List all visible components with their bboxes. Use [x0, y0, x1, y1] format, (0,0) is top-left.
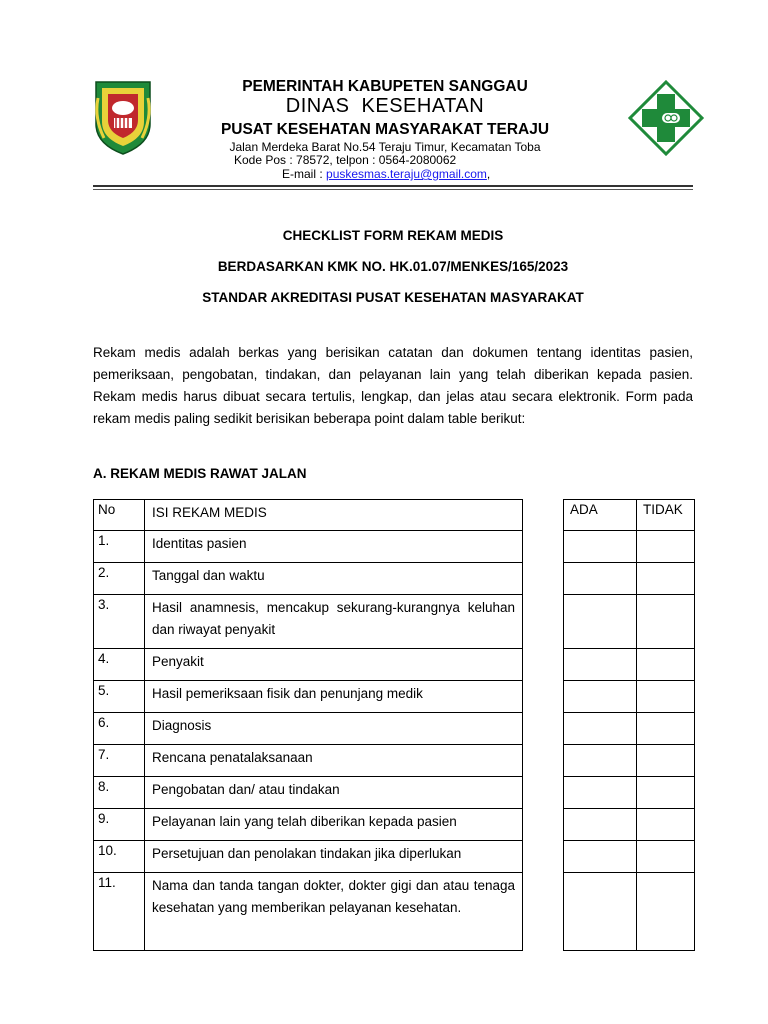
- table-row: [94, 809, 523, 841]
- status-row: [564, 649, 695, 681]
- status-row: [564, 809, 695, 841]
- table-row: [94, 595, 523, 649]
- status-row: [564, 563, 695, 595]
- tidak-checkbox[interactable]: [637, 713, 695, 745]
- column-header-tidak: TIDAK: [637, 500, 695, 531]
- ada-checkbox[interactable]: [564, 745, 637, 777]
- table-row: [94, 563, 523, 595]
- table-row: [94, 681, 523, 713]
- government-name: PEMERINTAH KABUPETEN SANGGAU: [242, 78, 528, 95]
- row-item: Tanggal dan waktu: [145, 563, 523, 595]
- checklist-status-table: [563, 499, 695, 951]
- table-row: [94, 777, 523, 809]
- status-row: [564, 873, 695, 951]
- email-link[interactable]: puskesmas.teraju@gmail.com: [326, 167, 487, 181]
- table-row: [94, 649, 523, 681]
- row-number: 10.: [94, 841, 145, 873]
- column-header-ada: ADA: [564, 500, 637, 531]
- ada-checkbox[interactable]: [564, 681, 637, 713]
- ada-checkbox[interactable]: [564, 713, 637, 745]
- status-row: [564, 531, 695, 563]
- row-number: 5.: [94, 681, 145, 713]
- ada-checkbox[interactable]: [564, 563, 637, 595]
- health-cross-emblem-icon: [628, 80, 704, 156]
- health-center-name: PUSAT KESEHATAN MASYARAKAT TERAJU: [220, 121, 550, 138]
- tidak-checkbox[interactable]: [637, 649, 695, 681]
- tidak-checkbox[interactable]: [637, 777, 695, 809]
- row-item: Persetujuan dan penolakan tindakan jika diperlukan: [145, 841, 523, 873]
- ada-checkbox[interactable]: [564, 809, 637, 841]
- checklist-items-table: [93, 499, 523, 951]
- ada-checkbox[interactable]: [564, 873, 637, 951]
- tidak-checkbox[interactable]: [637, 841, 695, 873]
- intro-paragraph: Rekam medis adalah berkas yang berisikan catatan dan dokumen tentang identitas pasien, pemeriksaan, pengobatan, tindakan, dan pelayanan lain yang telah diberikan kepada pasien. Rekam medis harus dibuat secara tertulis, lengkap, dan jelas atau secara elektronik. Form pada rekam medis paling sedikit berisikan beberapa point dalam table berikut:: [93, 345, 693, 426]
- ada-checkbox[interactable]: [564, 595, 637, 649]
- status-row: [564, 777, 695, 809]
- tidak-checkbox[interactable]: [637, 809, 695, 841]
- row-number: 3.: [94, 595, 145, 649]
- column-header-no: No: [94, 500, 145, 531]
- status-row: [564, 745, 695, 777]
- section-a-title: A. REKAM MEDIS RAWAT JALAN: [93, 466, 307, 481]
- document-title: CHECKLIST FORM REKAM MEDIS: [282, 228, 504, 243]
- row-number: 8.: [94, 777, 145, 809]
- tidak-checkbox[interactable]: [637, 745, 695, 777]
- email-line: [282, 167, 490, 181]
- row-number: 11.: [94, 873, 145, 951]
- status-row: [564, 713, 695, 745]
- table-row: [94, 531, 523, 563]
- row-item: Pelayanan lain yang telah diberikan kepada pasien: [145, 809, 523, 841]
- status-row: [564, 681, 695, 713]
- row-number: 1.: [94, 531, 145, 563]
- row-number: 9.: [94, 809, 145, 841]
- table-row: [94, 745, 523, 777]
- tidak-checkbox[interactable]: [637, 595, 695, 649]
- email-label: E-mail :: [282, 167, 327, 181]
- header-rule-thin: [93, 189, 693, 190]
- status-row: [564, 841, 695, 873]
- column-header-item: ISI REKAM MEDIS: [145, 500, 523, 531]
- row-item: Penyakit: [145, 649, 523, 681]
- row-item: Hasil anamnesis, mencakup sekurang-kurangnya keluhan dan riwayat penyakit: [145, 595, 523, 649]
- row-item: Diagnosis: [145, 713, 523, 745]
- row-number: 4.: [94, 649, 145, 681]
- row-item: Identitas pasien: [145, 531, 523, 563]
- tidak-checkbox[interactable]: [637, 563, 695, 595]
- address-line: Jalan Merdeka Barat No.54 Teraju Timur, Kecamatan Toba: [229, 140, 541, 154]
- row-item: Rencana penatalaksanaan: [145, 745, 523, 777]
- tidak-checkbox[interactable]: [637, 873, 695, 951]
- regional-emblem-icon: [90, 78, 156, 156]
- tidak-checkbox[interactable]: [637, 531, 695, 563]
- header-rule: [93, 185, 693, 187]
- document-subtitle-standard: STANDAR AKREDITASI PUSAT KESEHATAN MASYARAKAT: [202, 290, 584, 305]
- row-number: 2.: [94, 563, 145, 595]
- table-header-row: [94, 500, 523, 531]
- row-item: Hasil pemeriksaan fisik dan penunjang medik: [145, 681, 523, 713]
- table-row: [94, 713, 523, 745]
- status-header-row: [564, 500, 695, 531]
- row-item: Pengobatan dan/ atau tindakan: [145, 777, 523, 809]
- row-number: 7.: [94, 745, 145, 777]
- postal-phone-line: Kode Pos : 78572, telpon : 0564-2080062: [234, 153, 457, 167]
- ada-checkbox[interactable]: [564, 777, 637, 809]
- document-subtitle-regulation: BERDASARKAN KMK NO. HK.01.07/MENKES/165/2023: [217, 259, 569, 274]
- department-name: DINAS KESEHATAN: [285, 95, 485, 117]
- email-suffix: ,: [486, 167, 491, 181]
- ada-checkbox[interactable]: [564, 531, 637, 563]
- status-row: [564, 595, 695, 649]
- table-row: [94, 873, 523, 951]
- table-row: [94, 841, 523, 873]
- row-item: Nama dan tanda tangan dokter, dokter gigi dan atau tenaga kesehatan yang memberikan pelayanan kesehatan.: [145, 873, 523, 951]
- row-number: 6.: [94, 713, 145, 745]
- tidak-checkbox[interactable]: [637, 681, 695, 713]
- ada-checkbox[interactable]: [564, 841, 637, 873]
- ada-checkbox[interactable]: [564, 649, 637, 681]
